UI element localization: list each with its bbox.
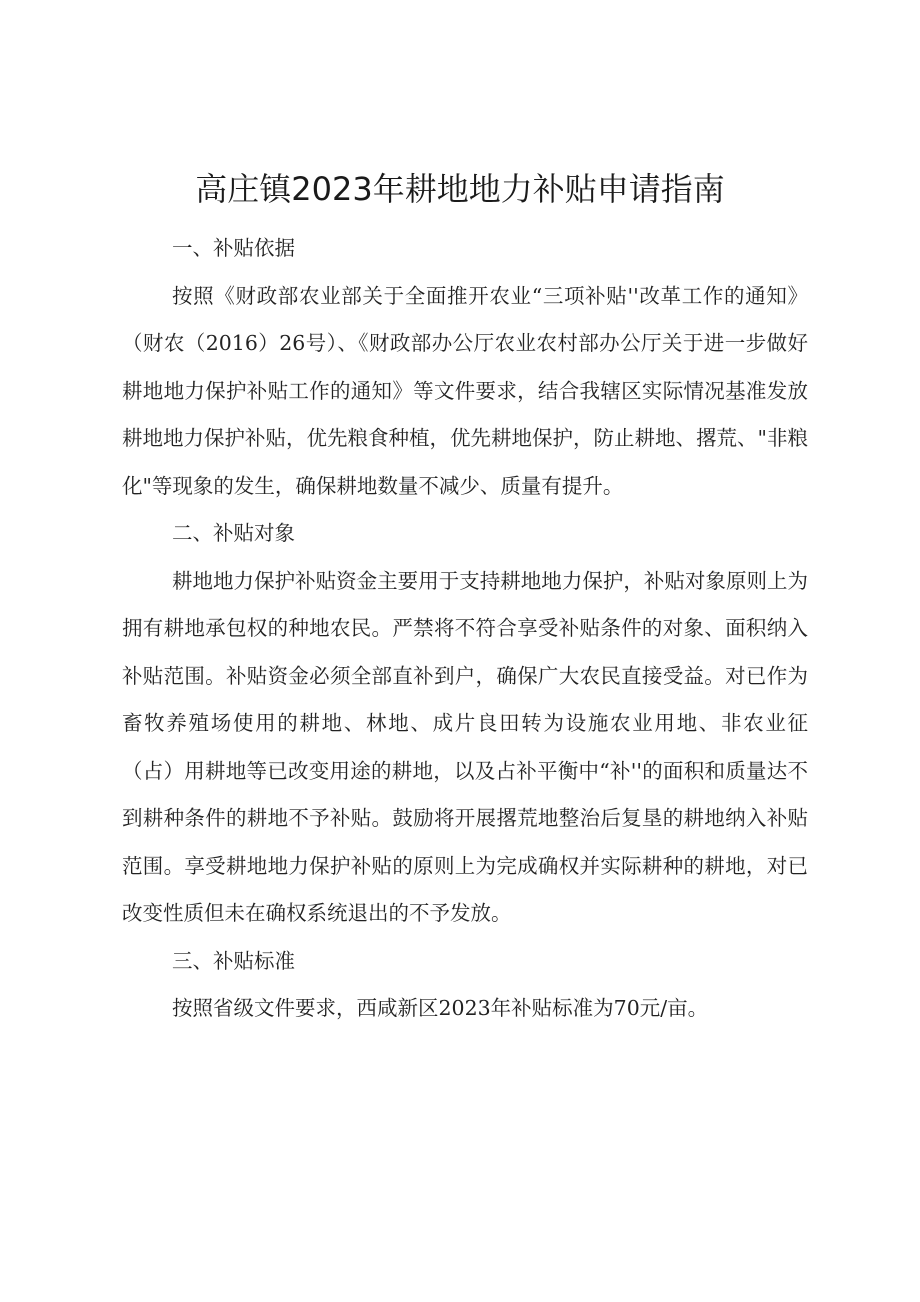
section-paragraph-basis: 按照《财政部农业部关于全面推开农业“三项补贴''改革工作的通知》（财农（2016）26号）、《财政部办公厅农业农村部办公厅关于进一步做好耕地地力保护补贴工作的通知》等文件要求，结合我辖区实际情况基准发放耕地地力保护补贴，优先粮食种植，优先耕地保护，防止耕地、撂荒、"非粮化"等现象的发生，确保耕地数量不减少、质量有提升。 — [122, 283, 808, 498]
section-heading-standard: 三、补贴标准 — [172, 948, 295, 973]
section-paragraph-target: 耕地地力保护补贴资金主要用于支持耕地地力保护，补贴对象原则上为拥有耕地承包权的种地农民。严禁将不符合享受补贴条件的对象、面积纳入补贴范围。补贴资金必须全部直补到户，确保广大农民直接受益。对已作为畜牧养殖场使用的耕地、林地、成片良田转为设施农业用地、非农业征（占）用耕地等已改变用途的耕地，以及占补平衡中“补''的面积和质量达不到耕种条件的耕地不予补贴。鼓励将开展撂荒地整治后复垦的耕地纳入补贴范围。享受耕地地力保护补贴的原则上为完成确权并实际耕种的耕地，对已改变性质但未在确权系统退出的不予发放。 — [122, 568, 808, 925]
section-heading-basis: 一、补贴依据 — [172, 236, 295, 260]
document-body — [122, 225, 808, 1033]
section-heading-target: 二、补贴对象 — [172, 521, 295, 545]
document-title: 高庄镇2023年耕地地力补贴申请指南 — [195, 170, 725, 208]
section-paragraph-standard: 按照省级文件要求，西咸新区2023年补贴标准为70元/亩。 — [172, 996, 709, 1020]
